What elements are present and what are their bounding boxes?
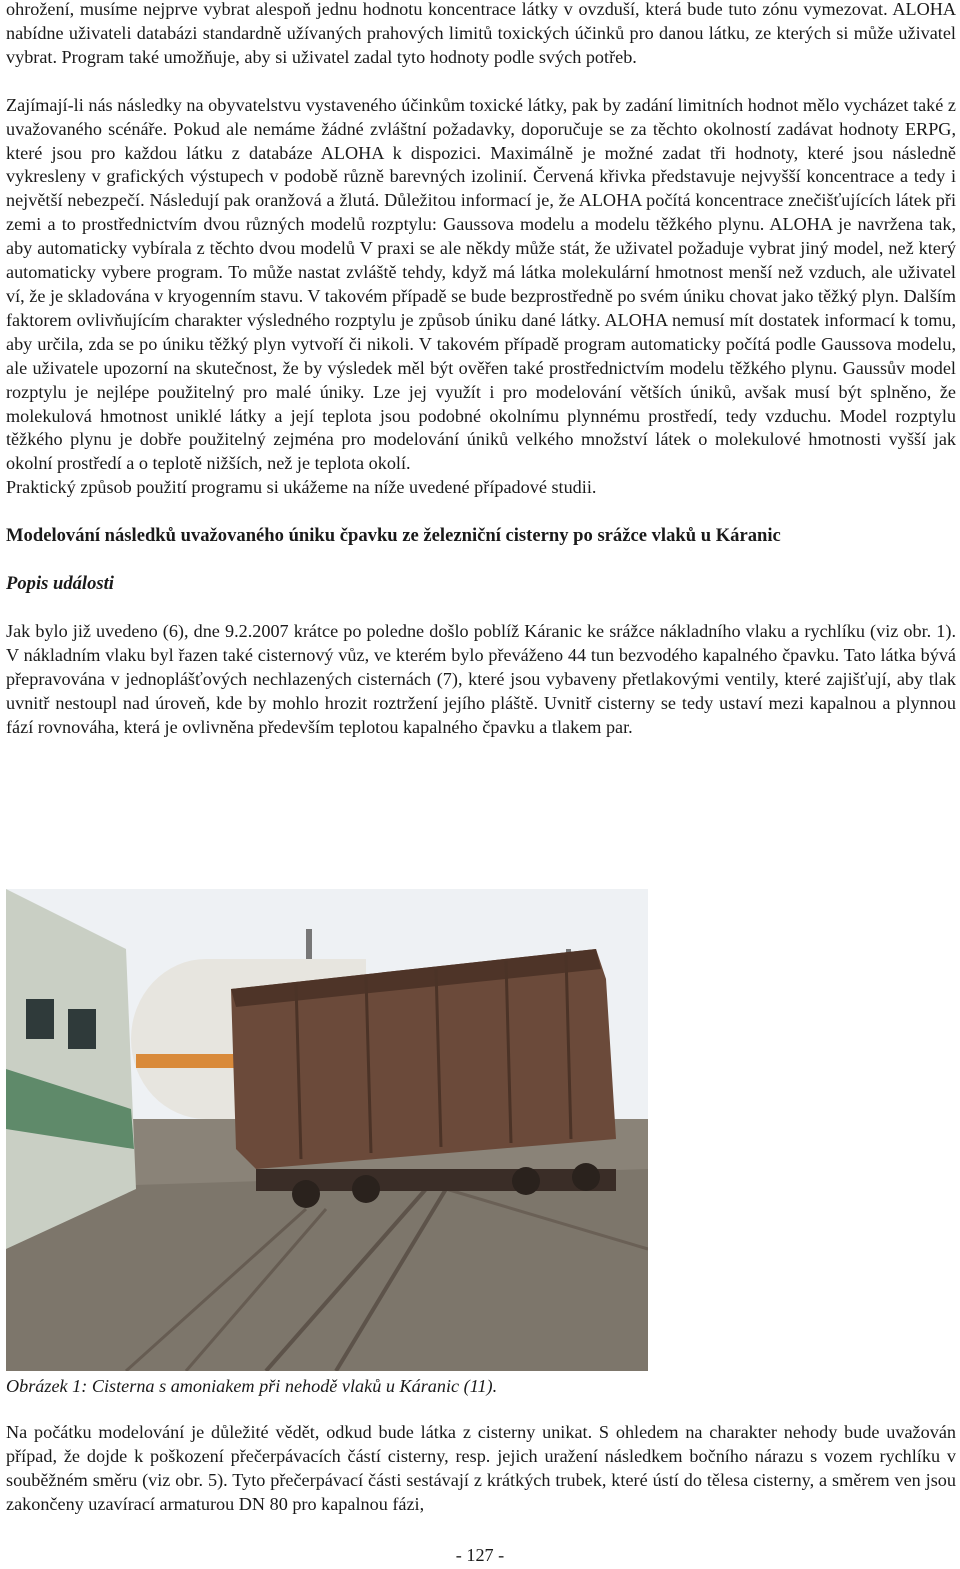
subheading: Popis události [6,573,114,595]
figure-caption: Obrázek 1: Cisterna s amoniakem při nehodě vlaků u Káranic (11). [6,1376,498,1396]
paragraph-intro: ohrožení, musíme nejprve vybrat alespoň jednu hodnotu koncentrace látky v ovzduší, která bude tuto zónu vymezovat. ALOHA nabídne uživateli databázi standardně užívaných prahových limitů toxických účinků pro danou látku, ze kterých si může uživatel vybrat. Program také umožňuje, aby si uživatel zadal tyto hodnoty podle svých potřeb. [6,0,956,67]
paragraph-erpg: Zajímají-li nás následky na obyvatelstvu vystaveného účinkům toxické látky, pak by zadání limitních hodnot mělo vycházet také z uvažovaného scénáře. Pokud ale nemáme žádné zvláštní požadavky, doporučuje se za těchto okolností zadávat hodnoty ERPG, které jsou pro každou látku z databáze ALOHA k dispozici. Maximálně je možné zadat tři hodnoty, které jsou následně vykresleny v grafických výstupech v podobě různě barevných izolinií. Červená křivka představuje nejvyšší koncentrace a tedy i největší nebezpečí. Následují pak oranžová a žlutá. Důležitou informací je, že ALOHA počítá koncentrace znečišťujících látek při zemi a to prostřednictvím dvou různých modelů rozptylu: Gaussova modelu a modelu těžkého plynu. ALOHA je navržena tak, aby automaticky vybírala z těchto dvou modelů V praxi se ale někdy může stát, že uživatel požaduje vybrat jiný model, než který automaticky vybere program. To může nastat zvláště tehdy, když má látka molekulární hmotnost menší než vzduch, ale uživatel ví, že je skladována v kryogenním stavu. V takovém případě se bude bezprostředně po svém úniku chovat jako těžký plyn. Dalším faktorem ovlivňujícím charakter výsledného rozptylu je způsob úniku dané látky. ALOHA nemusí mít dostatek informací k tomu, aby určila, zda se po úniku těžký plyn vytvoří či nikoli. V takovém případě program automaticky počítá podle Gaussova modelu, ale uživatele upozorní na skutečnost, že by výsledek měl být ověřen také prostřednictvím modelu těžkého plynu. Gaussův model rozptylu je nejlépe použitelný pro malé úniky. Lze jej využít i pro modelování větších úniků, avšak musí být splněno, že molekulová hmotnost uniklé látky a její teplota jsou podobné okolnímu plynnému prostředí, tedy vzduchu. Model rozptylu těžkého plynu je dobře použitelný zejména pro modelování úniků velkého množství látek o molekulové hmotnosti vyšší jak okolní prostředí a o teplotě nižších, než je teplota okolí. [6,94,956,474]
paragraph-modeling-start: Na počátku modelování je důležité vědět, odkud bude látka z cisterny unikat. S ohledem na charakter nehody bude uvažován případ, že dojde k poškození přečerpávacích částí cisterny, resp. jejich uražení následkem bočního nárazu s vozem rychlíku v souběžném směru (viz obr. 5). Tyto přečerpávací části sestávají z krátkých trubek, které ústí do tělesa cisterny, a směrem ven jsou zakončeny uzavírací armaturou DN 80 pro kapalnou fázi, [6,1422,956,1514]
section-heading: Modelování následků uvažovaného úniku čpavku ze železniční cisterny po srážce vlaků u Káranic [6,525,781,547]
paragraph-event: Jak bylo již uvedeno (6), dne 9.2.2007 krátce po poledne došlo poblíž Káranic ke srážce nákladního vlaku a rychlíku (viz obr. 1). V nákladním vlaku byl řazen také cisternový vůz, ve kterém bylo převáženo 44 tun bezvodého kapalného čpavku. Tato látka bývá přepravována v jednoplášťových nechlazených cisternách (7), které jsou vybaveny přetlakovými ventily, které zajišťují, aby tlak uvnitř nestoupl nad úroveň, kde by mohlo hrozit roztržení jejího pláště. Uvnitř cisterny se tedy ustaví mezi kapalnou a plynnou fází rovnováha, která je ovlivněna především teplotou kapalného čpavku a tlakem par. [6,621,956,737]
paragraph-case-study-intro: Praktický způsob použití programu si ukážeme na níže uvedené případové studii. [6,477,597,498]
page-body [6,0,956,740]
accident-photo [6,889,648,1371]
page-number: - 127 - [455,1545,505,1565]
